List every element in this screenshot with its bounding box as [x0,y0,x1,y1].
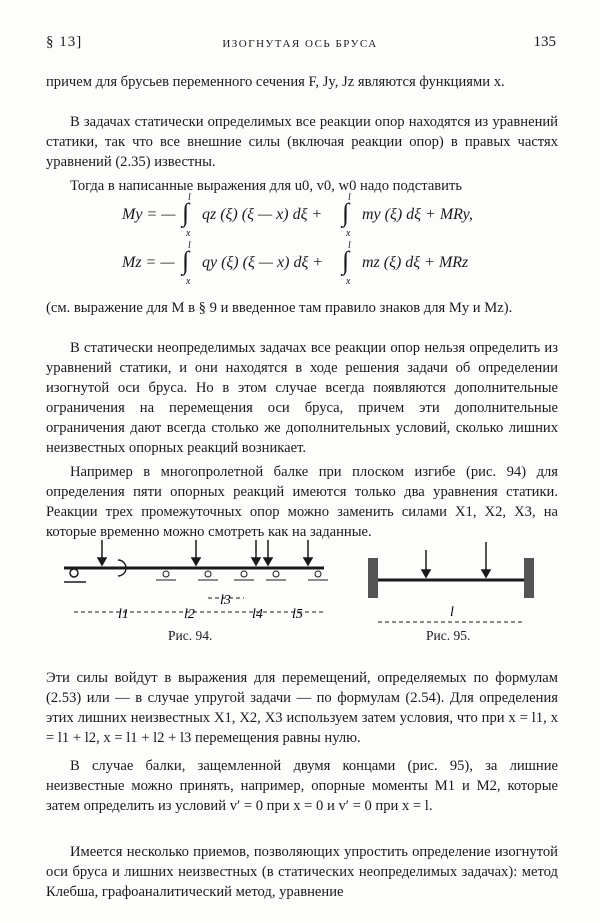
equation-mz-lhs: Mz = — [122,254,175,271]
wall-right [524,558,534,598]
paragraph-3: Тогда в написанные выражения для u0, v0, w0 надо подставить [70,178,463,194]
page-number: 135 [533,34,556,50]
figure-94-multispan-beam [56,538,346,638]
roller-support [234,571,254,580]
integral-lower-limit: x [186,276,191,287]
integral-upper-limit: l [188,192,191,203]
integral-lower-limit: x [346,276,351,287]
integral-sign: ∫ [342,198,350,227]
integral-lower-limit: x [186,228,191,239]
equation-my-term2: my (ξ) dξ + MRy, [362,206,473,223]
span-label-l4: l4 [252,607,263,622]
paragraph-7: Эти силы войдут в выражения для перемещений, определяемых по формулам (2.53) или — в случае упругой задачи — по формулам (2.54). Для определения этих лишних неизвестных X1, X2, X3 используем затем условия, что при x = l1, x = l1 + l2, x = l1 + l2 + l3 перемещения равны нулю. [46,670,558,746]
span-label-l: l [450,605,454,620]
paragraph-8: В случае балки, защемленной двумя концами (рис. 95), за лишние неизвестные можно принять, например, опорные моменты M1 и M2, которые затем определить из условий v′ = 0 при x = 0 и v′ = 0 при x = l. [46,758,558,814]
integral-sign: ∫ [182,198,190,227]
equation-mz [122,240,542,288]
roller-support [198,571,218,580]
dimension-lines [74,598,324,612]
roller-support [266,571,286,580]
span-label-l3: l3 [220,593,231,608]
equation-mz-term1: qy (ξ) (ξ — x) dξ + [202,254,324,271]
roller-support [308,571,328,580]
load-arrows [422,542,490,577]
load-arrows [98,540,312,565]
span-label-l1: l1 [118,607,129,622]
figure-95-caption: Рис. 95. [426,628,471,643]
paragraph-9: Имеется несколько приемов, позволяющих упростить определение изогнутой оси бруса и лишних неизвестных (в статических неопределимых задачах): метод Клебша, графоаналитический метод, уравнение [46,844,558,900]
integral-sign: ∫ [182,246,190,275]
span-label-l5: l5 [292,607,303,622]
roller-support [156,571,176,580]
running-head-title: ИЗОГНУТАЯ ОСЬ БРУСА [222,38,378,50]
equation-my [122,192,542,240]
paragraph-2: В задачах статически определимых все реакции опор находятся из уравнений статики, так что все внешние силы (включая реакции опор) в правых частях уравнений (2.35) известны. [46,114,558,170]
paragraph-6: Например в многопролетной балке при плоском изгибе (рис. 94) для определения пяти опорных реакций имеются только два уравнения статики. Реакции трех промежуточных опор можно заменить силами X1, X2, X3, на которые временно можно смотреть как на заданные. [46,464,558,540]
running-head-section: § 13] [46,34,83,50]
span-label-l2: l2 [184,607,195,622]
paragraph-4: (см. выражение для M в § 9 и введенное там правило знаков для My и Mz). [46,300,513,316]
wall-left [368,558,378,598]
equation-mz-term2: mz (ξ) dξ + MRz [362,254,469,271]
paragraph-5: В статически неопределимых задачах все реакции опор нельзя определить из уравнений статики, и они находятся в ходе решения задачи об определении изогнутой оси бруса. Но в этом случае всегда появляются дополнительные ограничения на перемещения оси бруса, причем эти дополнительные ограничения дают всегда столько же дополнительных условий, сколько лишних неизвестных опорных реакций возникает. [46,340,558,456]
pin-support [64,569,86,582]
equation-my-term1: qz (ξ) (ξ — x) dξ + [202,206,323,223]
integral-upper-limit: l [188,240,191,251]
figure-94-caption: Рис. 94. [168,628,213,643]
paragraph-1: причем для брусьев переменного сечения F, Jy, Jz являются функциями x. [46,74,505,90]
integral-sign: ∫ [342,246,350,275]
equation-my-lhs: My = — [122,206,176,223]
figure-95-fixed-beam [366,538,546,638]
integral-upper-limit: l [348,240,351,251]
integral-lower-limit: x [346,228,351,239]
integral-upper-limit: l [348,192,351,203]
